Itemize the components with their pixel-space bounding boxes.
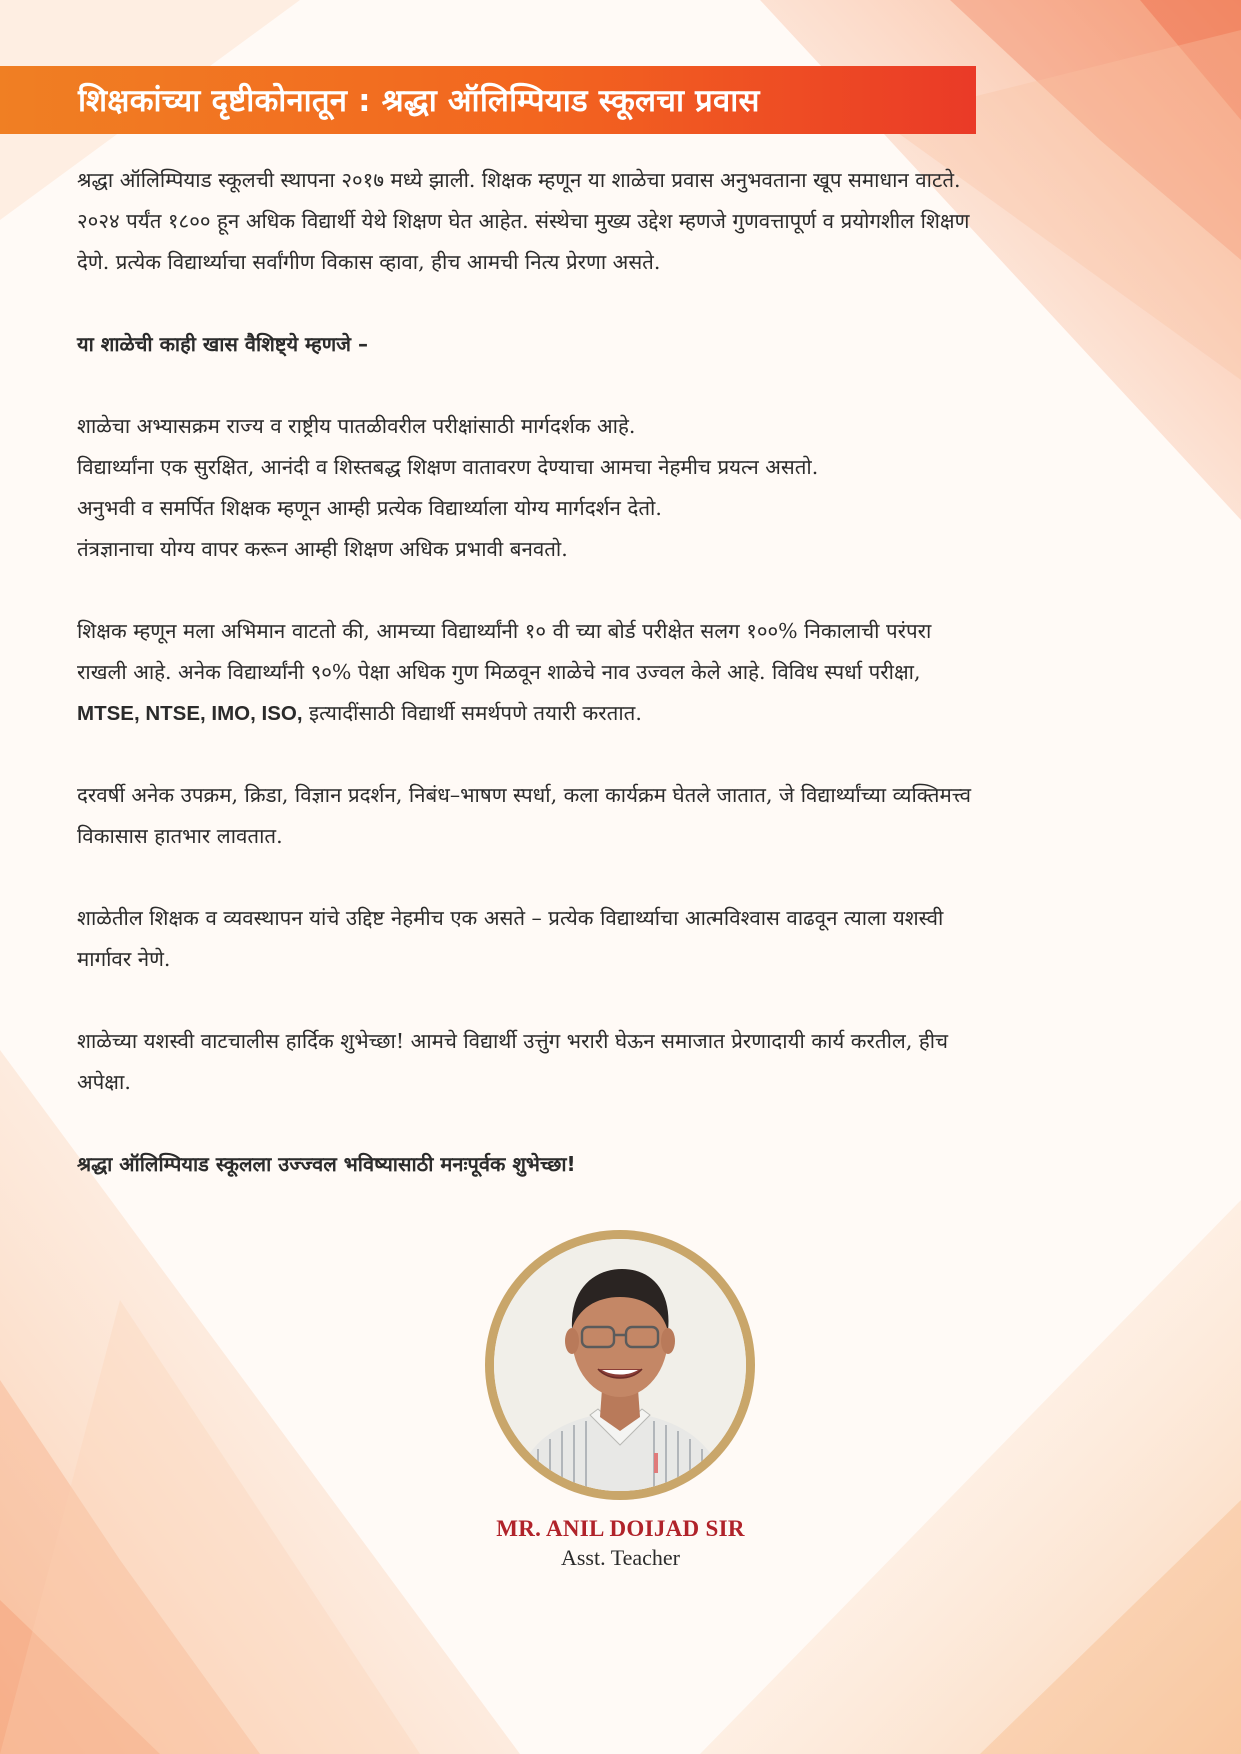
results-line: राखली आहे. अनेक विद्यार्थ्यांनी ९०% पेक्षा अधिक गुण मिळवून शाळेचे नाव उज्वल केले आहे. विविध स्पर्धा परीक्षा,	[77, 660, 921, 684]
portrait-frame	[485, 1230, 755, 1500]
title-banner	[0, 66, 976, 134]
feature-item: अनुभवी व समर्पित शिक्षक म्हणून आम्ही प्रत्येक विद्यार्थ्याला योग्य मार्गदर्शन देतो.	[77, 496, 662, 520]
activities-paragraph	[77, 775, 1162, 857]
activities-line: विकासास हातभार लावतात.	[77, 824, 283, 848]
person-portrait-icon	[494, 1239, 746, 1491]
intro-line: श्रद्धा ऑलिम्पियाड स्कूलची स्थापना २०१७ मध्ये झाली. शिक्षक म्हणून या शाळेचा प्रवास अनुभवताना खूप समाधान वाटते.	[77, 168, 961, 192]
goal-paragraph	[77, 898, 1162, 980]
feature-item: शाळेचा अभ्यासक्रम राज्य व राष्ट्रीय पातळीवरील परीक्षांसाठी मार्गदर्शक आहे.	[77, 414, 636, 438]
activities-line: दरवर्षी अनेक उपक्रम, क्रिडा, विज्ञान प्रदर्शन, निबंध–भाषण स्पर्धा, कला कार्यक्रम घेतले जातात, जे विद्यार्थ्यांच्या व्यक्तिमत्त्व	[77, 783, 972, 807]
wishes-paragraph	[77, 1021, 1162, 1103]
intro-paragraph	[77, 160, 1162, 283]
teacher-photo	[494, 1239, 746, 1491]
results-tail: इत्यादींसाठी विद्यार्थी समर्थपणे तयारी करतात.	[302, 701, 642, 725]
wishes-line: शाळेच्या यशस्वी वाटचालीस हार्दिक शुभेच्छा! आमचे विद्यार्थी उत्तुंग भरारी घेऊन समाजात प्रेरणादायी कार्य करतील, हीच	[77, 1029, 949, 1053]
exam-names: MTSE, NTSE, IMO, ISO,	[77, 702, 303, 725]
features-list	[77, 406, 1162, 570]
page-title: शिक्षकांच्या दृष्टीकोनातून : श्रद्धा ऑलिम्पियाड स्कूलचा प्रवास	[78, 83, 760, 119]
feature-item: विद्यार्थ्यांना एक सुरक्षित, आनंदी व शिस्तबद्ध शिक्षण वातावरण देण्याचा आमचा नेहमीच प्रयत्न असतो.	[77, 455, 819, 479]
results-line: शिक्षक म्हणून मला अभिमान वाटतो की, आमच्या विद्यार्थ्यांनी १० वी च्या बोर्ड परीक्षेत सलग १००% निकालाची परंपरा	[77, 619, 932, 643]
intro-line: देणे. प्रत्येक विद्यार्थ्याचा सर्वांगीण विकास व्हावा, हीच आमची नित्य प्रेरणा असते.	[77, 250, 661, 274]
teacher-name: MR. ANIL DOIJAD SIR	[496, 1516, 745, 1541]
results-paragraph	[77, 611, 1162, 734]
results-line-exams	[77, 693, 1162, 734]
closing-line: श्रद्धा ऑलिम्पियाड स्कूलला उज्ज्वल भविष्यासाठी मनःपूर्वक शुभेच्छा!	[77, 1152, 576, 1176]
feature-item: तंत्रज्ञानाचा योग्य वापर करून आम्ही शिक्षण अधिक प्रभावी बनवतो.	[77, 537, 568, 561]
article-body	[77, 160, 1162, 1185]
teacher-role: Asst. Teacher	[560, 1545, 680, 1570]
features-heading: या शाळेची काही खास वैशिष्ट्ये म्हणजे –	[77, 332, 368, 356]
wishes-line: अपेक्षा.	[77, 1070, 131, 1094]
intro-line: २०२४ पर्यंत १८०० हून अधिक विद्यार्थी येथे शिक्षण घेत आहेत. संस्थेचा मुख्य उद्देश म्हणजे गुणवत्तापूर्ण व प्रयोगशील शिक्षण	[77, 209, 970, 233]
goal-line: शाळेतील शिक्षक व व्यवस्थापन यांचे उद्दिष्ट नेहमीच एक असते – प्रत्येक विद्यार्थ्याचा आत्मविश्वास वाढवून त्याला यशस्वी	[77, 906, 944, 930]
goal-line: मार्गावर नेणे.	[77, 947, 171, 971]
